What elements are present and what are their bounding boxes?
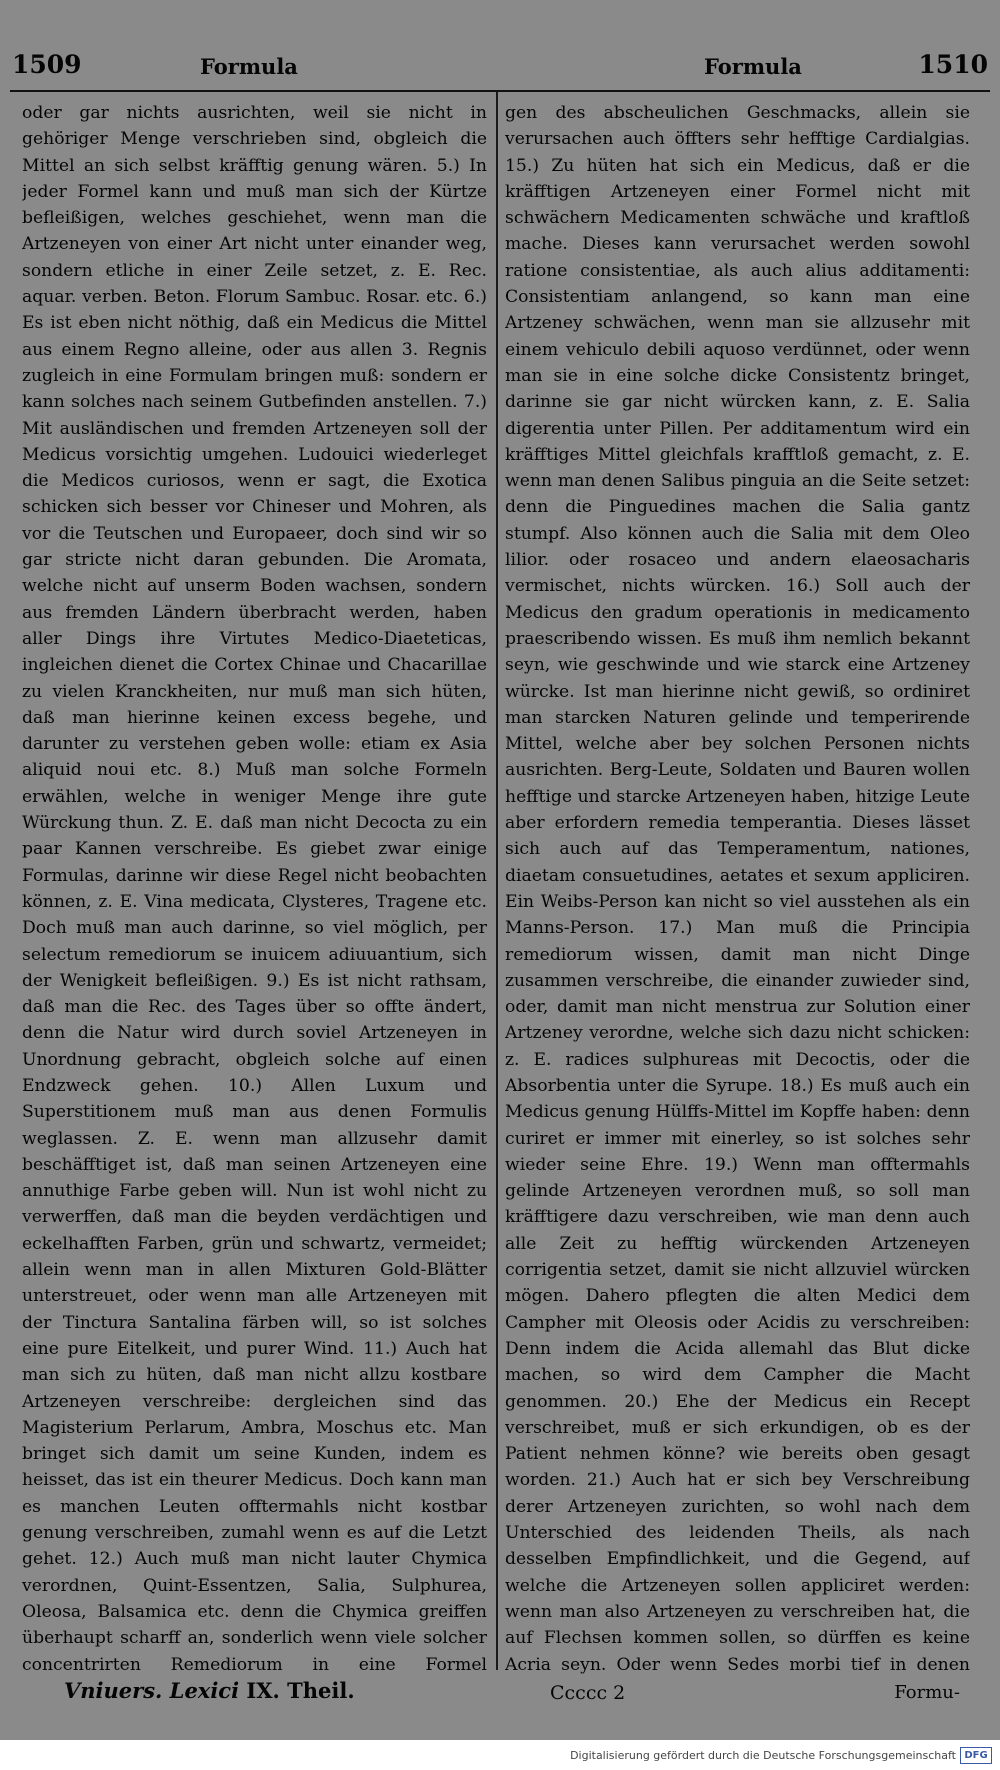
volume-part: IX. Theil.	[246, 1678, 355, 1703]
running-head-right: Formula	[704, 54, 802, 79]
signature-title: Vniuers. Lexici	[64, 1678, 240, 1703]
signature-mark: Ccccc 2	[550, 1682, 626, 1704]
text-column-left	[22, 100, 487, 1680]
signature-line	[64, 1678, 355, 1703]
page-header	[12, 50, 988, 86]
digitization-credit-bar	[0, 1740, 1000, 1770]
column-divider	[496, 92, 498, 1670]
column-right-text: gen des abscheulichen Geschmacks, allein sie verursachen auch öffters sehr hefftige Cardialgias. 15.) Zu hüten hat sich ein Medicus, daß er die kräfftigen Artzeneyen einer Formel nicht mit schwächern Medicamenten schwäche und kraftloß mache. Dieses kann verursachet werden sowohl ratione consistentiae, als auch alius additamenti: Consistentiam anlangend, so kann man eine Artzeney schwächen, wenn man sie allzusehr mit einem vehiculo debili aquoso verdünnet, oder wenn man sie in eine solche dicke Consistentz bringet, darinne sie gar nicht würcken kann, z. E. Salia digerentia unter Pillen. Per additamentum wird ein kräfftiges Mittel gleichfals krafftloß gemacht, z. E. wenn man denen Salibus pinguia an die Seite setzet: denn die Pinguedines machen die Salia gantz stumpf. Also können auch die Salia mit dem Oleo lilior. oder rosaceo und andern elaeosacharis vermischet, nichts würcken. 16.) Soll auch der Medicus den gradum operationis in medicamento praescribendo wissen. Es muß ihm nemlich bekannt seyn, wie geschwinde und wie starck eine Artzeney würcke. Ist man hierinne nicht gewiß, so ordiniret man starcken Naturen gelinde und temperirende Mittel, welche aber bey solchen Personen nichts ausrichten. Berg-Leute, Soldaten und Bauren wollen hefftige und starcke Artzeneyen haben, hitzige Leute aber erfordern remedia temperantia. Dieses lässet sich auch auf das Temperamentum, nationes, diaetam consuetudines, aetates et sexum appliciren. Ein Weibs-Person kan nicht so viel ausstehen als ein Manns-Person. 17.) Man muß die Principia remediorum wissen, damit man nicht Dinge zusammen verschreibe, die einander zuwieder sind, oder, damit man nicht menstrua zur Solution einer Artzeney verordne, welche sich dazu nicht schicken: z. E. radices sulphureas mit Decoctis, oder die Absorbentia unter die Syrupe. 18.) Es muß auch ein Medicus genung Hülffs-Mittel im Kopffe haben: denn curiret er immer mit einerley, so ist solches sehr wieder seine Ehre. 19.) Wenn man offtermahls gelinde Artzeneyen verordnen muß, so soll man kräfftigere dazu verschreiben, wie man denn auch alle Zeit zu hefftig würckenden Artzeneyen corrigentia setzet, damit sie nicht allzuviel würcken mögen. Dahero pflegten die alten Medici dem Campher mit Oleosis oder Acidis zu verschreiben: Denn indem die Acida allemahl das Blut dicke machen, so wird dem Campher die Macht genommen. 20.) Ehe der Medicus ein Recept verschreibet, muß er sich erkundigen, ob es der Patient nehmen könne? wie bereits oben gesagt worden. 21.) Auch hat er sich bey Verschreibung derer Artzeneyen zurichten, so wohl nach dem Unterschied des leidenden Theils, als nach desselben Empfindlichkeit, und die Gegend, auf welche die Artzeneyen sollen appliciret werden: wenn man also Artzeneyen zu verschreiben hat, die auf Flechsen kommen sollen, so dürffen es keine Acria seyn. Oder wenn Sedes morbi tief in denen	[505, 103, 970, 1675]
header-rule	[10, 90, 990, 92]
catchword: Formu-	[894, 1682, 960, 1703]
page-number-left: 1509	[12, 50, 82, 79]
dfg-logo[interactable]: DFG	[960, 1747, 992, 1764]
text-column-right	[505, 100, 970, 1680]
credit-text: Digitalisierung gefördert durch die Deutsche Forschungsgemeinschaft	[570, 1749, 956, 1762]
running-head-left: Formula	[200, 54, 298, 79]
page-number-right: 1510	[918, 50, 988, 79]
column-left-text: oder gar nichts ausrichten, weil sie nicht in gehöriger Menge verschrieben sind, obgleich die Mittel an sich selbst kräfftig genung wären. 5.) In jeder Formel kann und muß man sich der Kürtze befleißigen, welches geschiehet, wenn man die Artzeneyen von einer Art nicht unter einander weg, sondern etliche in einer Zeile setzet, z. E. Rec. aquar. verben. Beton. Florum Sambuc. Rosar. etc. 6.) Es ist eben nicht nöthig, daß ein Medicus die Mittel aus einem Regno alleine, oder aus allen 3. Regnis zugleich in eine Formulam bringen muß: sondern er kann solches nach seinem Gutbefinden anstellen. 7.) Mit ausländischen und fremden Artzeneyen soll der Medicus vorsichtig umgehen. Ludouici wiederleget die Medicos curiosos, wenn er sagt, die Exotica schicken sich besser vor Chineser und Mohren, als vor die Teutschen und Europaeer, doch sind wir so gar stricte nicht daran gebunden. Die Aromata, welche nicht auf unserm Boden wachsen, sondern aus fremden Ländern überbracht werden, haben aller Dings ihre Virtutes Medico-Diaeteticas, ingleichen dienet die Cortex Chinae und Chacarillae zu vielen Kranckheiten, nur muß man sich hüten, daß man hierinne keinen excess begehe, und darunter zu verstehen geben wolle: etiam ex Asia aliquid noui etc. 8.) Muß man solche Formeln erwählen, welche in weniger Menge ihre gute Würckung thun. Z. E. daß man nicht Decocta zu ein paar Kannen verschreibe. Es giebet zwar einige Formulas, darinne wir diese Regel nicht beobachten können, z. E. Vina medicata, Clysteres, Tragene etc. Doch muß man auch darinne, so viel möglich, per selectum remediorum se inuicem adiuuantium, sich der Wenigkeit befleißigen. 9.) Es ist nicht rathsam, daß man die Rec. des Tages über so offte ändert, denn die Natur wird durch soviel Artzeneyen in Unordnung gebracht, obgleich solche auf einen Endzweck gehen. 10.) Allen Luxum und Superstitionem muß man aus denen Formulis weglassen. Z. E. wenn man allzusehr damit beschäfftiget ist, daß man seinen Artzeneyen eine annuthige Farbe geben will. Nun ist wohl nicht zu verwerffen, daß man die beyden verdächtigen und eckelhafften Farben, grün und schwartz, vermeidet; allein wenn man in allen Mixturen Gold-Blätter unterstreuet, oder wenn man alle Artzeneyen mit der Tinctura Santalina färben will, so ist solches eine pure Eitelkeit, und purer Wind. 11.) Auch hat man sich zu hüten, daß man nicht allzu kostbare Artzeneyen verschreibe: dergleichen sind das Magisterium Perlarum, Ambra, Moschus etc. Man bringet sich damit um seine Kunden, indem es heisset, das ist ein theurer Medicus. Doch kann man es manchen Leuten offtermahls nicht kostbar genung verschreiben, zumahl wenn es auf die Letzt gehet. 12.) Auch muß man nicht lauter Chymica verordnen, Quint-Essentzen, Salia, Sulphurea, Oleosa, Balsamica etc. denn die Chymica greiffen überhaupt scharff an, sonderlich wenn viele solcher concentrirten Remediorum in eine Formel	[22, 103, 487, 1675]
